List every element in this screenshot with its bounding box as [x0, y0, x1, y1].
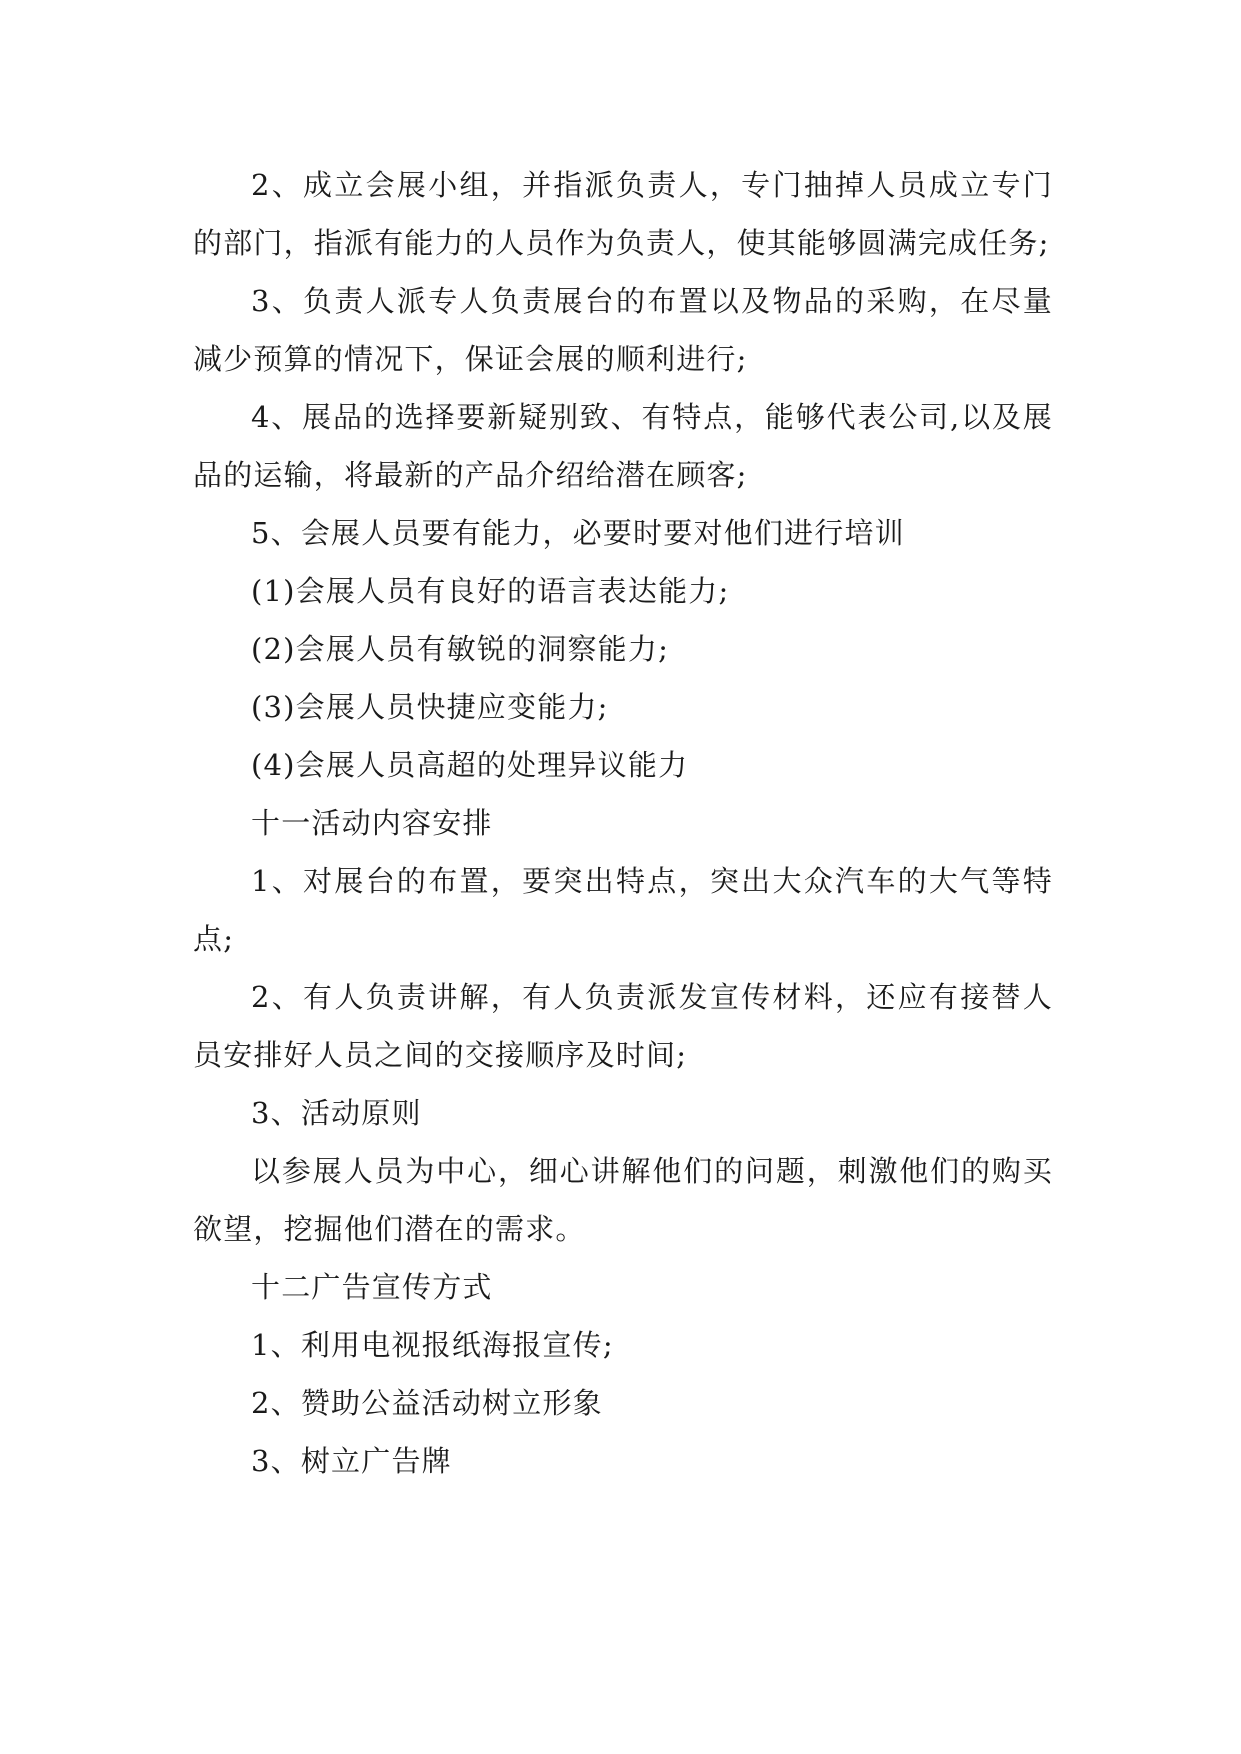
paragraph-subitem-3: (3)会展人员快捷应变能力;: [251, 690, 609, 724]
paragraph-subitem-4: (4)会展人员高超的处理异议能力: [251, 748, 689, 782]
paragraph-subitem-2: (2)会展人员有敏锐的洞察能力;: [251, 632, 670, 666]
paragraph-ad-item-3: 3、树立广告牌: [251, 1444, 452, 1478]
paragraph-item-3-principle: 3、活动原则: [251, 1096, 422, 1130]
paragraph-item-4-exhibits: 4、展品的选择要新疑别致、有特点，能够代表公司,以及展品的运输，将最新的产品介绍给潜在顾客;: [193, 400, 1053, 492]
paragraph-item-3-booth: 3、负责人派专人负责展台的布置以及物品的采购，在尽量减少预算的情况下，保证会展的顺利进行;: [193, 284, 1053, 376]
paragraph-subitem-1: (1)会展人员有良好的语言表达能力;: [251, 574, 730, 608]
paragraph-ad-item-1: 1、利用电视报纸海报宣传;: [251, 1328, 614, 1362]
section-heading-12: 十二广告宣传方式: [251, 1270, 493, 1304]
paragraph-item-2-team: 2、成立会展小组，并指派负责人，专门抽掉人员成立专门的部门，指派有能力的人员作为负责人，使其能够圆满完成任务;: [193, 168, 1053, 260]
paragraph-item-2-explain: 2、有人负责讲解，有人负责派发宣传材料，还应有接替人员安排好人员之间的交接顺序及时间;: [193, 980, 1053, 1072]
section-heading-11: 十一活动内容安排: [251, 806, 493, 840]
paragraph-item-5-staff: 5、会展人员要有能力，必要时要对他们进行培训: [251, 516, 905, 550]
paragraph-principle-text: 以参展人员为中心，细心讲解他们的问题，刺激他们的购买欲望，挖掘他们潜在的需求。: [193, 1154, 1053, 1246]
paragraph-ad-item-2: 2、赞助公益活动树立形象: [251, 1386, 603, 1420]
paragraph-item-1-layout: 1、对展台的布置，要突出特点，突出大众汽车的大气等特点;: [193, 864, 1053, 956]
document-body: [193, 156, 1053, 1490]
